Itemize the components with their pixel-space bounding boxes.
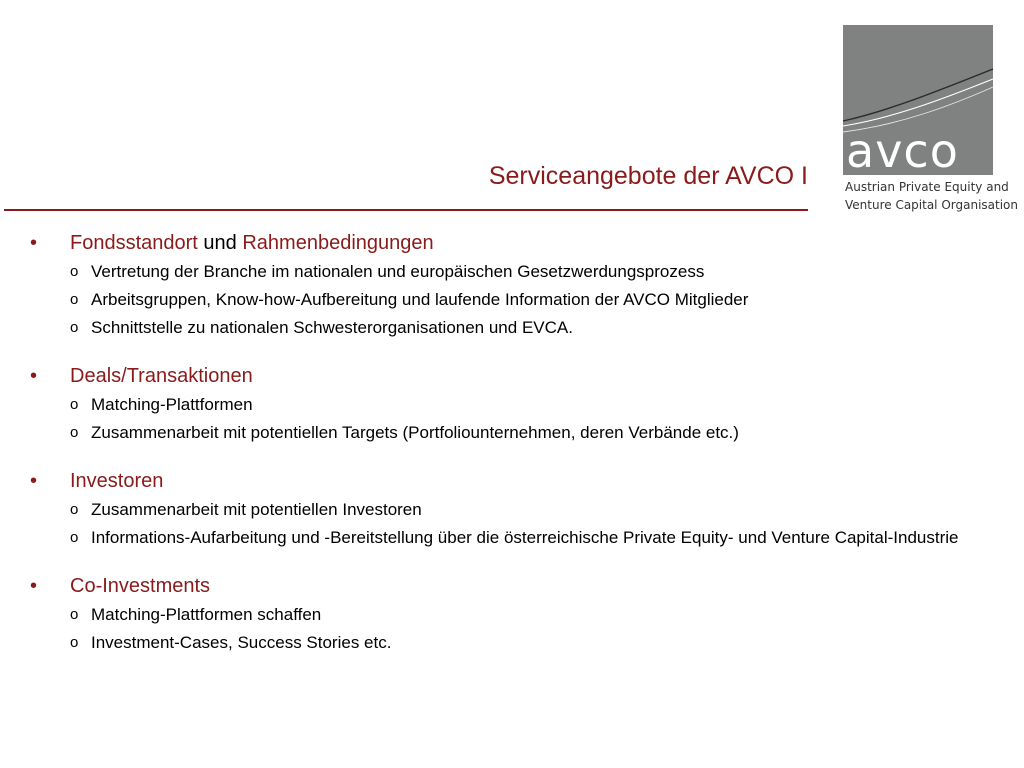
heading-part: Fondsstandort bbox=[70, 232, 198, 254]
list-item: o Zusammenarbeit mit potentiellen Targets (Portfoliounternehmen, deren Verbände etc.) bbox=[70, 421, 1000, 445]
sub-bullet: o bbox=[70, 634, 79, 651]
sub-bullet: o bbox=[70, 319, 79, 336]
list-item: o Zusammenarbeit mit potentiellen Investoren bbox=[70, 498, 1000, 522]
section-heading: • Deals/Transaktionen bbox=[30, 365, 253, 387]
bullet-dot: • bbox=[30, 232, 38, 254]
content-list bbox=[30, 230, 1000, 678]
avco-logo bbox=[843, 25, 1019, 215]
logo-tagline-line2: Venture Capital Organisation bbox=[845, 198, 1019, 212]
slide-title: Serviceangebote der AVCO I bbox=[488, 162, 808, 190]
logo-wordmark: avco bbox=[846, 124, 959, 178]
list-item: o Arbeitsgruppen, Know-how-Aufbereitung und laufende Information der AVCO Mitglieder bbox=[70, 288, 1000, 312]
sub-bullet: o bbox=[70, 501, 79, 518]
logo-tagline-line1: Austrian Private Equity and bbox=[845, 180, 1009, 194]
sub-bullet: o bbox=[70, 606, 79, 623]
sub-bullet: o bbox=[70, 396, 79, 413]
section-heading bbox=[30, 230, 1000, 256]
section-heading: • Investoren bbox=[30, 470, 164, 492]
heading-part: und bbox=[203, 232, 237, 254]
list-item: o Matching-Plattformen schaffen bbox=[70, 603, 1000, 627]
sub-bullet: o bbox=[70, 424, 79, 441]
sub-bullet: o bbox=[70, 291, 79, 308]
section-fondsstandort bbox=[30, 230, 1000, 340]
sub-bullet: o bbox=[70, 263, 79, 280]
section-investoren bbox=[30, 468, 1000, 550]
bullet-dot: • bbox=[30, 470, 38, 492]
list-item: o Informations-Aufarbeitung und -Bereitstellung über die österreichische Private Equity- und Venture Capital-Industrie bbox=[70, 526, 1000, 550]
list-item: o Investment-Cases, Success Stories etc. bbox=[70, 631, 1000, 655]
section-co-investments bbox=[30, 573, 1000, 655]
list-item: o Vertretung der Branche im nationalen und europäischen Gesetzwerdungsprozess bbox=[70, 260, 1000, 284]
sub-bullet: o bbox=[70, 529, 79, 546]
list-item: o Matching-Plattformen bbox=[70, 393, 1000, 417]
list-item: o Schnittstelle zu nationalen Schwesterorganisationen und EVCA. bbox=[70, 316, 1000, 340]
bullet-dot: • bbox=[30, 575, 38, 597]
bullet-dot: • bbox=[30, 365, 38, 387]
heading-part: Rahmenbedingungen bbox=[242, 232, 434, 254]
title-divider bbox=[4, 209, 808, 211]
section-heading: • Co-Investments bbox=[30, 575, 211, 597]
section-deals bbox=[30, 363, 1000, 445]
